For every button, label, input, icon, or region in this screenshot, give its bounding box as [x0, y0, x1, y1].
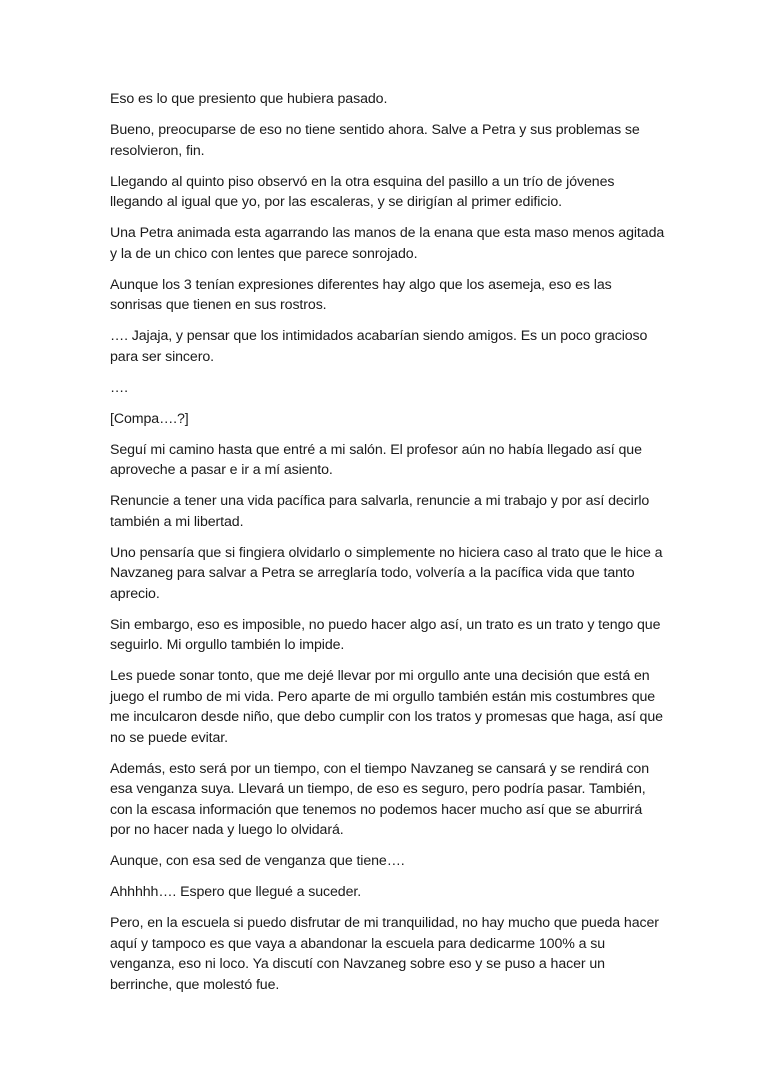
- paragraph: Ahhhhh…. Espero que llegué a suceder.: [110, 884, 362, 900]
- paragraph: [Compa….?]: [110, 410, 189, 427]
- paragraph: Les puede sonar tonto, que me dejé llevar por mi orgullo ante una decisión que está en juego el rumbo de mi vida. Pero aparte de mi orgullo también están mis costumbres que me inculcaron desde niño, que debo cumplir con los tratos y promesas que haga, así que no se puede evitar.: [110, 668, 663, 746]
- paragraph: Una Petra animada esta agarrando las manos de la enana que esta maso menos agitada y la de un chico con lentes que parece sonrojado.: [110, 225, 665, 262]
- paragraph: Aunque, con esa sed de venganza que tiene….: [110, 853, 405, 869]
- paragraph: Pero, en la escuela si puedo disfrutar de mi tranquilidad, no hay mucho que pueda hacer aquí y tampoco es que vaya a abandonar la escuela para dedicarme 100% a su venganza, eso ni loco. Ya discutí con Navzaneg sobre eso y se puso a hacer un berrinche, que molestó fue.: [110, 915, 659, 993]
- paragraph: Renuncie a tener una vida pacífica para salvarla, renuncie a mi trabajo y por así decirlo también a mi libertad.: [110, 493, 650, 530]
- paragraph: Además, esto será por un tiempo, con el tiempo Navzaneg se cansará y se rendirá con esa venganza suya. Llevará un tiempo, de eso es seguro, pero podría pasar. También, con la escasa información que tenemos no podemos hacer mucho así que se aburrirá por no hacer nada y luego lo olvidará.: [110, 760, 650, 838]
- paragraph: Llegando al quinto piso observó en la otra esquina del pasillo a un trío de jóvenes llegando al igual que yo, por las escaleras, y se dirigían al primer edificio.: [110, 173, 615, 210]
- paragraph: Bueno, preocuparse de eso no tiene sentido ahora. Salve a Petra y sus problemas se resolvieron, fin.: [110, 122, 640, 159]
- paragraph: Sin embargo, eso es imposible, no puedo hacer algo así, un trato es un trato y tengo que seguirlo. Mi orgullo también lo impide.: [110, 616, 661, 653]
- paragraph: Uno pensaría que si fingiera olvidarlo o simplemente no hiciera caso al trato que le hice a Navzaneg para salvar a Petra se arreglaría todo, volvería a la pacífica vida que tanto aprecio.: [110, 544, 663, 602]
- paragraph: ….: [110, 379, 128, 396]
- paragraph: Aunque los 3 tenían expresiones diferentes hay algo que los asemeja, eso es las sonrisas que tienen en sus rostros.: [110, 276, 612, 313]
- paragraph: Seguí mi camino hasta que entré a mi salón. El profesor aún no había llegado así que aproveche a pasar e ir a mí asiento.: [110, 441, 642, 478]
- paragraph: …. Jajaja, y pensar que los intimidados acabarían siendo amigos. Es un poco gracioso para ser sincero.: [110, 328, 648, 365]
- paragraph: Eso es lo que presiento que hubiera pasado.: [110, 91, 388, 107]
- document-body: [110, 89, 665, 1006]
